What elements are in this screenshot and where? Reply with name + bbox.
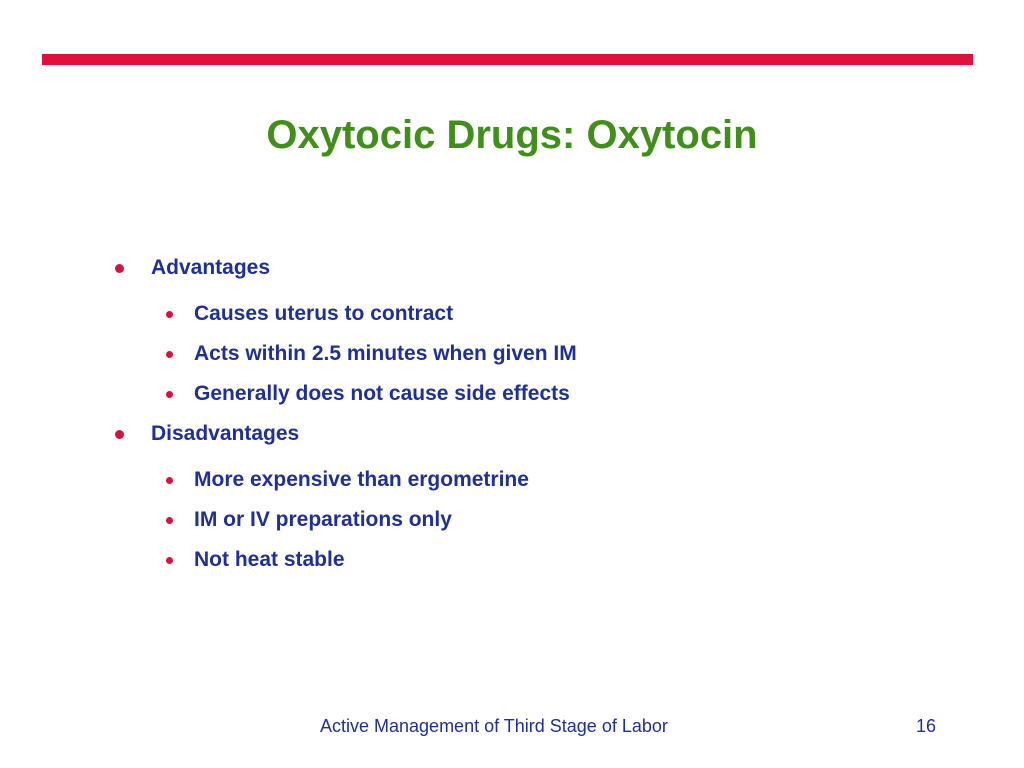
bullet-dot-icon [166, 557, 173, 564]
bullet-item [166, 508, 452, 532]
bullet-dot-icon [166, 311, 173, 318]
section-label-disadvantages: Disadvantages [151, 422, 300, 445]
bullet-item-text: IM or IV preparations only [194, 508, 452, 531]
bullet-dot-icon [115, 430, 124, 439]
bullet-item-text: Causes uterus to contract [194, 302, 454, 325]
bullet-dot-icon [166, 351, 173, 358]
bullet-item [166, 382, 570, 406]
bullet-dot-icon [166, 477, 173, 484]
bullet-item-text: Generally does not cause side effects [194, 382, 570, 405]
bullet-advantages [115, 256, 270, 280]
bullet-item-text: Not heat stable [194, 548, 345, 571]
bullet-item-text: More expensive than ergometrine [194, 468, 529, 491]
bullet-dot-icon [166, 517, 173, 524]
bullet-item [166, 342, 577, 366]
bullet-item-text: Acts within 2.5 minutes when given IM [194, 342, 577, 365]
bullet-item [166, 468, 529, 492]
slide-title: Oxytocic Drugs: Oxytocin [266, 113, 758, 157]
bullet-item [166, 548, 345, 572]
page-number: 16 [916, 716, 937, 736]
bullet-item [166, 302, 453, 326]
bullet-dot-icon [166, 391, 173, 398]
footer-text: Active Management of Third Stage of Labor [320, 716, 668, 736]
bullet-disadvantages [115, 422, 299, 446]
section-label-advantages: Advantages [151, 256, 271, 279]
bullet-dot-icon [115, 264, 124, 273]
